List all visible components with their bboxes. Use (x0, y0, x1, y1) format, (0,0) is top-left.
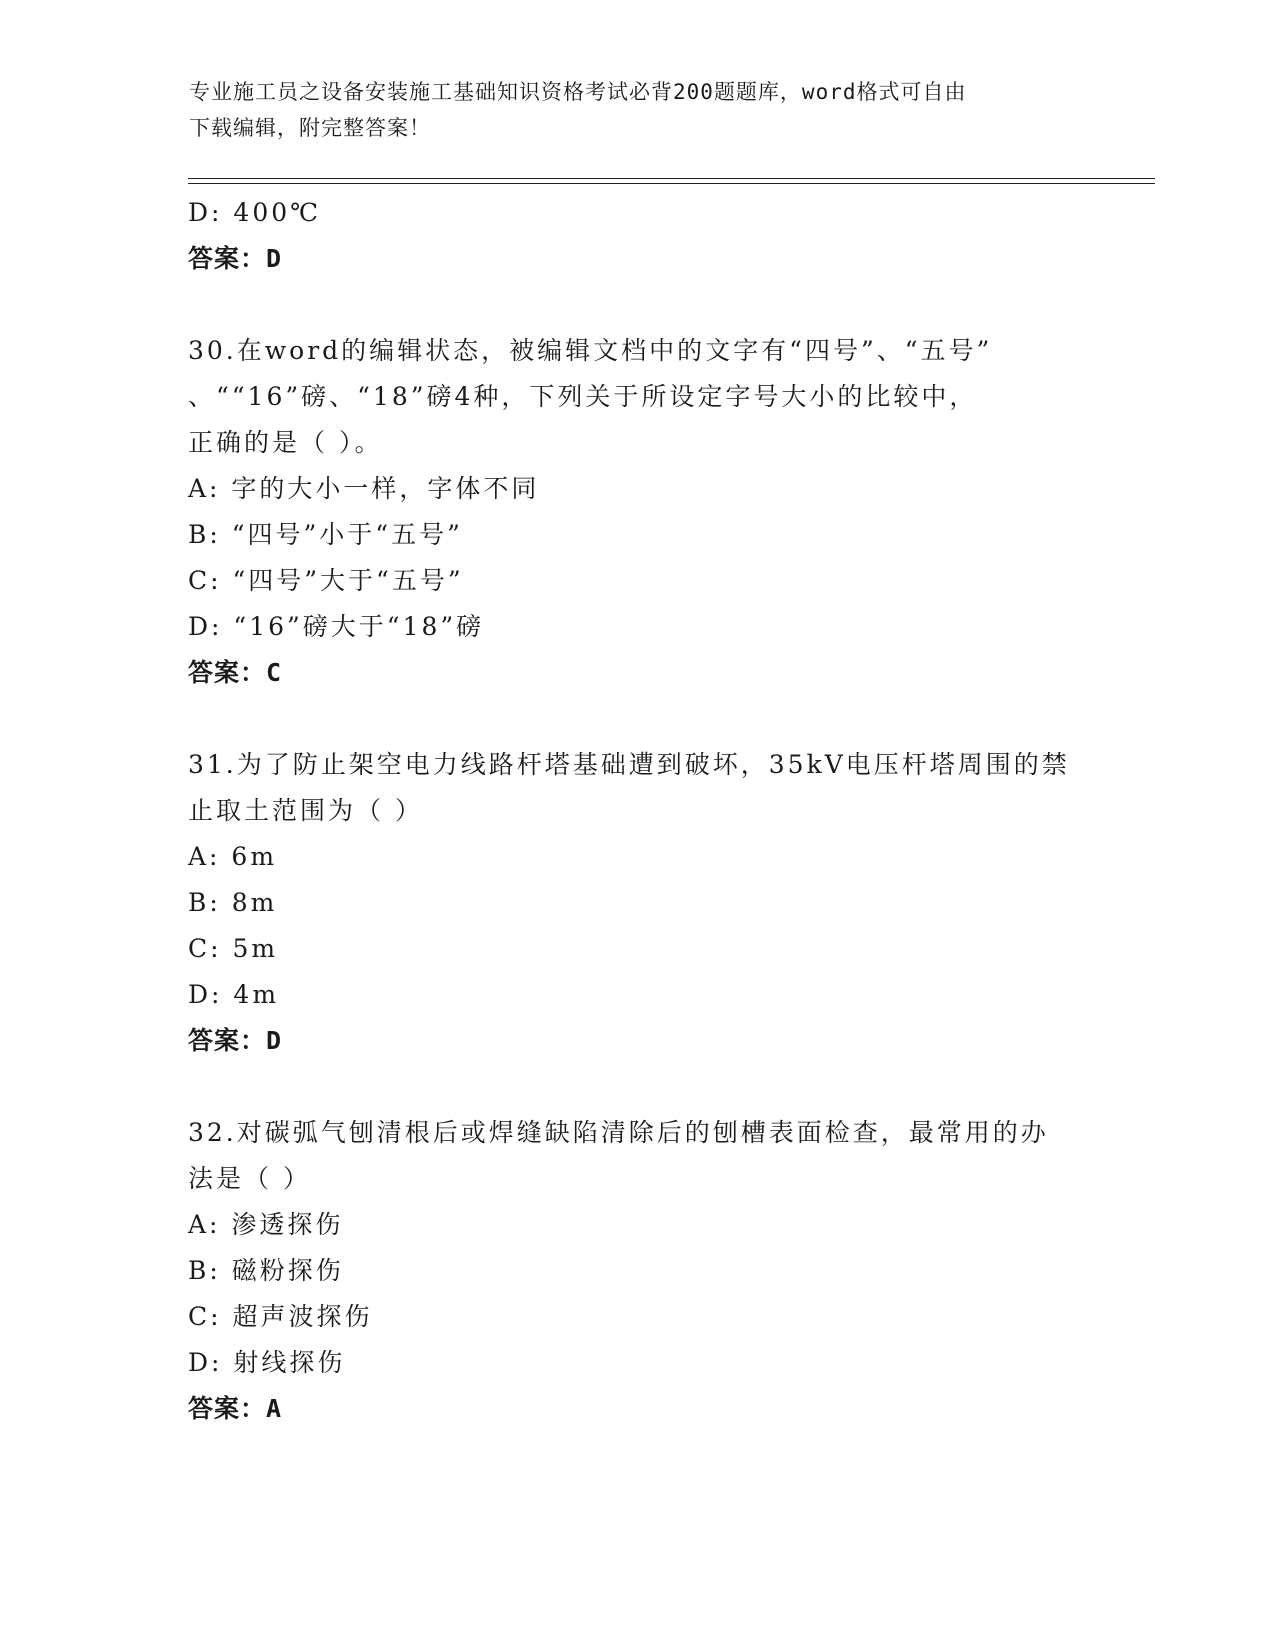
option-a: A: 字的大小一样，字体不同 (188, 474, 540, 503)
question-text-line: 正确的是（ ）。 (188, 428, 383, 457)
option-d: D: 400℃ (188, 198, 322, 227)
answer-line: 答案：D (188, 244, 283, 273)
option-c: C: 5m (188, 934, 279, 963)
spacer (188, 1064, 1148, 1110)
question-30 (188, 328, 1148, 696)
answer-line: 答案：D (188, 1026, 283, 1055)
option-a: A: 渗透探伤 (188, 1210, 344, 1239)
option-d: D: 射线探伤 (188, 1348, 346, 1377)
option-b: B: “四号”小于“五号” (188, 520, 463, 549)
option-b: B: 磁粉探伤 (188, 1256, 344, 1285)
option-b: B: 8m (188, 888, 278, 917)
question-text-line: 止取土范围为（ ） (188, 796, 423, 825)
question-text-line: 31.为了防止架空电力线路杆塔基础遭到破坏，35kV电压杆塔周围的禁 (188, 750, 1070, 779)
header-line-1: 专业施工员之设备安装施工基础知识资格考试必背200题题库，word格式可自由 (189, 80, 967, 104)
spacer (188, 282, 1148, 328)
answer-line: 答案：C (188, 658, 283, 687)
option-c: C: 超声波探伤 (188, 1302, 373, 1331)
document-header (189, 74, 1089, 146)
header-divider-bottom (188, 183, 1155, 184)
question-text-line: 32.对碳弧气刨清根后或焊缝缺陷清除后的刨槽表面检查，最常用的办 (188, 1118, 1049, 1147)
header-line-2: 下载编辑，附完整答案！ (189, 116, 431, 140)
answer-line: 答案：A (188, 1394, 283, 1423)
option-d: D: 4m (188, 980, 280, 1009)
document-body (188, 190, 1148, 1432)
header-divider-top (188, 178, 1155, 179)
question-31 (188, 742, 1148, 1064)
option-d: D: “16”磅大于“18”磅 (188, 612, 485, 641)
question-32 (188, 1110, 1148, 1432)
question-text-line: 、““16”磅、“18”磅4种，下列关于所设定字号大小的比较中， (188, 382, 978, 411)
option-a: A: 6m (188, 842, 278, 871)
spacer (188, 696, 1148, 742)
question-text-line: 30.在word的编辑状态，被编辑文档中的文字有“四号”、“五号” (188, 336, 993, 365)
question-text-line: 法是（ ） (188, 1164, 311, 1193)
option-c: C: “四号”大于“五号” (188, 566, 464, 595)
